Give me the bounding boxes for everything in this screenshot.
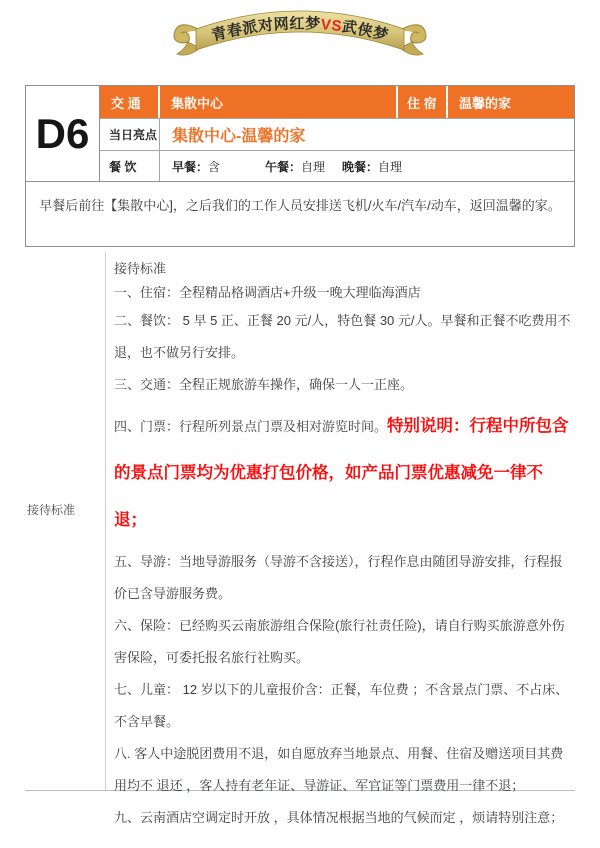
standard-item-meals: 二、餐饮： 5 早 5 正、正餐 20 元/人，特色餐 30 元/人。早餐和正餐不吃费用不退，也不做另行安排。	[114, 313, 571, 360]
dinner-item	[342, 158, 402, 175]
standard-item-refund: 八. 客人中途脱团费用不退，如自愿放弃当地景点、用餐、住宿及赠送项目其费用均不 退还 ，客人持有老年证、导游证、军官证等门票费用一律不退；	[114, 746, 564, 793]
ticket-item-text: 四、门票：行程所列景点门票及相对游览时间。	[114, 419, 388, 434]
standard-item-insurance: 六、保险：已经购买云南旅游组合保险(旅行社责任险)，请自行购买旅游意外伤害保险，可委托报名旅行社购买。	[114, 618, 565, 665]
meals-label: 餐 饮	[100, 150, 160, 181]
day-number: D6	[26, 86, 100, 181]
meals-value	[160, 150, 574, 181]
standard-item-tickets	[114, 403, 571, 544]
section-side-label: 接待标准	[27, 503, 76, 517]
ribbon-banner	[162, 2, 438, 62]
lunch-label: 午餐：	[265, 159, 302, 174]
dinner-label: 晚餐：	[342, 159, 379, 174]
breakfast-label: 早餐：	[172, 159, 209, 174]
stay-label: 住 宿	[398, 86, 448, 118]
ribbon-text-right: 武侠梦	[340, 18, 391, 45]
highlight-label: 当日亮点	[100, 118, 160, 150]
day-description: 早餐后前往【集散中心]，之后我们的工作人员安排送飞机/火车/汽车/动车，返回温馨的家。	[26, 181, 574, 246]
transport-value: 集散中心	[160, 86, 398, 118]
standard-item-aircon: 九、云南酒店空调定时开放 ，具体情况根据当地的气候而定 ，烦请特别注意；	[114, 810, 564, 825]
highlight-value: 集散中心-温馨的家	[160, 118, 574, 150]
breakfast-item	[172, 158, 265, 175]
ticket-item-warning: 特别说明：行程中所包含的景点门票均为优惠打包价格，如产品门票优惠减免一律不退；	[114, 417, 569, 529]
standard-item-children: 七、儿童： 12 岁以下的儿童报价含：正餐，车位费 ；不含景点门票、不占床、不含早餐。	[114, 682, 569, 729]
dinner-value: 自理	[378, 159, 403, 174]
ribbon-text-left: 青春派对网红梦	[209, 15, 322, 45]
standard-item-transport: 三、交通：全程正规旅游车操作，确保一人一正座。	[114, 377, 414, 392]
lunch-value: 自理	[301, 159, 326, 174]
standard-item-guide: 五、导游：当地导游服务（导游不含接送），行程作息由随团导游安排，行程报价已含导游服务费。	[114, 554, 563, 601]
stay-value: 温馨的家	[448, 86, 574, 118]
breakfast-value: 含	[208, 159, 221, 174]
lunch-item	[265, 158, 342, 175]
ribbon-text-vs: VS	[320, 16, 343, 36]
day-summary-table	[25, 85, 575, 247]
standards-heading: 接待标准	[114, 261, 167, 276]
standards-content	[106, 252, 575, 834]
standard-item-lodging: 一、住宿：全程精品格调酒店+升级一晚大理临海酒店	[114, 285, 421, 300]
transport-label: 交 通	[100, 86, 160, 118]
reception-standards-section	[25, 252, 575, 825]
